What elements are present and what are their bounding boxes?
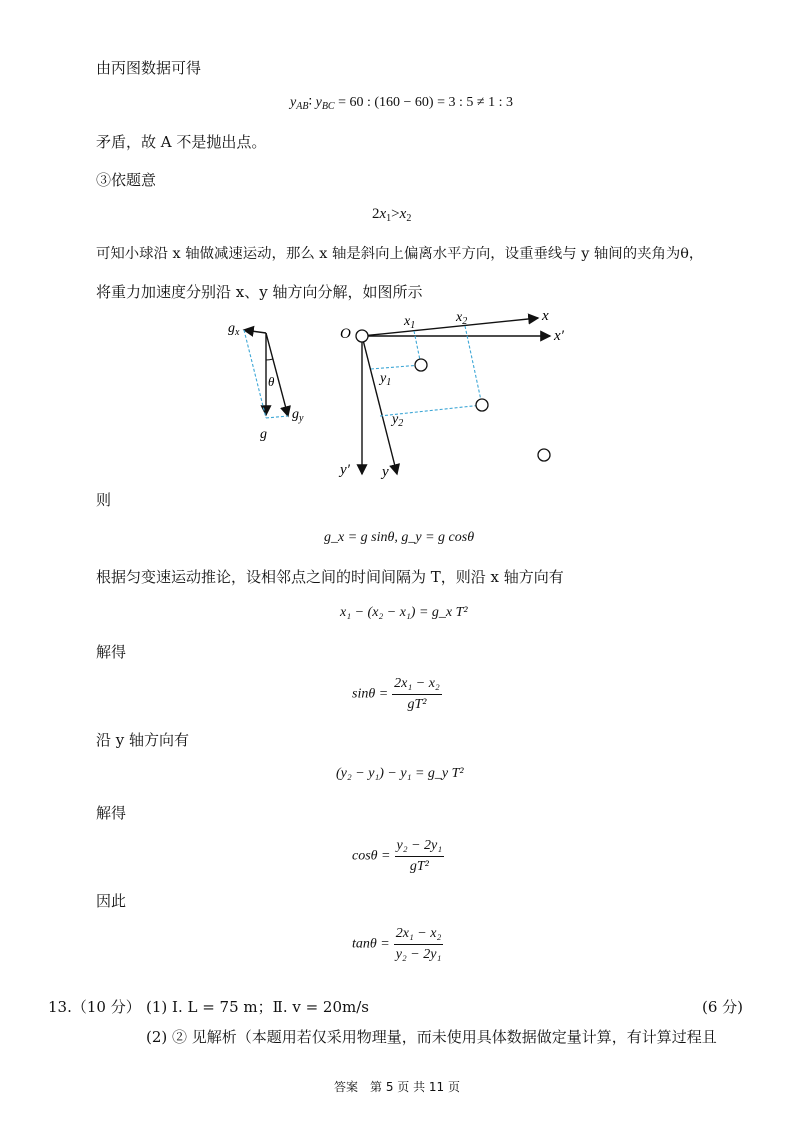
text-line: ③依题意 xyxy=(96,171,157,189)
answer-part-2: (2) ② 见解析（本题用若仅采用物理量，而未使用具体数据做定量计算，有计算过程且 xyxy=(146,1028,717,1046)
y-axis-label: y xyxy=(382,464,389,480)
score-label: (6 分) xyxy=(702,998,744,1016)
gx-label: $g_x$ xyxy=(228,321,240,338)
x2-label: $x_2$ xyxy=(456,310,468,327)
dashed-projection xyxy=(266,416,288,418)
equation-cos-theta: cosθ = $\frac{\text{y₂ − 2y₁}}{\text{gT²}}$ xyxy=(352,838,443,874)
equation-sin-theta: sinθ = $\frac{\text{2x₁ − x₂}}{\text{gT²}}$ xyxy=(352,676,440,712)
ball-position-1 xyxy=(415,359,427,371)
ball-position-2 xyxy=(476,399,488,411)
text-line: 矛盾，故 A 不是抛出点。 xyxy=(96,133,267,151)
ball-position-3 xyxy=(538,449,550,461)
equation-tan-theta: tanθ = $\frac{\text{2x₁ − x₂}}{\text{y₂ − 2y₁}}$ xyxy=(352,926,442,962)
g-label: g xyxy=(260,427,267,442)
equation-inequality: $2x_1>x_2$ xyxy=(372,206,412,224)
text-line: 解得 xyxy=(96,804,127,822)
text-line: 由丙图数据可得 xyxy=(96,59,202,77)
xprime-axis-label: x′ xyxy=(554,328,564,344)
origin-point xyxy=(356,330,368,342)
y-axis xyxy=(362,336,397,474)
left-vector-diagram xyxy=(228,321,304,442)
yprime-axis-label: y′ xyxy=(340,462,350,478)
theta-arc xyxy=(266,359,273,360)
text-line: 可知小球沿 x 轴做减速运动，那么 x 轴是斜向上偏离水平方向，设重垂线与 y 轴间的夹角为θ， xyxy=(96,246,704,262)
theta-label: θ xyxy=(268,374,275,389)
text-line: 则 xyxy=(96,491,112,509)
x-axis-label: x xyxy=(542,308,549,324)
dashed-projection xyxy=(244,330,266,418)
text-line: 将重力加速度分别沿 x、y 轴方向分解，如图所示 xyxy=(96,283,423,301)
origin-label: O xyxy=(340,326,351,342)
answer-part-1: (1) Ⅰ. L = 75 m；Ⅱ. v = 20m/s xyxy=(146,998,369,1016)
page-footer: 答案 第 5 页 共 11 页 xyxy=(334,1080,460,1094)
x1-label: $x_1$ xyxy=(404,314,416,331)
text-line: 沿 y 轴方向有 xyxy=(96,731,190,749)
gx-vector xyxy=(244,330,266,333)
equation-y-direction: (y₂ − y₁) − y₁ = g_y T² xyxy=(336,766,464,781)
equation-g-components: g_x = g sinθ, g_y = g cosθ xyxy=(324,530,475,545)
y1-label: $y_1$ xyxy=(380,371,392,388)
y2-label: $y_2$ xyxy=(392,412,404,429)
dashed-projection xyxy=(371,365,421,369)
gy-label: $g_y$ xyxy=(292,407,304,424)
x-axis xyxy=(362,318,538,336)
dashed-projection xyxy=(465,326,482,405)
equation-ratio: $y_{AB}∶$ $y_{BC} = 60$ : (160 − 60) = 3 : 5 ≠ 1 : 3 xyxy=(290,95,513,112)
gravity-decomposition-figure xyxy=(220,308,580,483)
equation-x-direction: x₁ − (x₂ − x₁) = g_x T² xyxy=(340,605,468,620)
text-line: 因此 xyxy=(96,892,127,910)
text-line: 解得 xyxy=(96,643,127,661)
right-coordinate-diagram xyxy=(338,308,565,480)
question-number: 13.（10 分） xyxy=(48,998,141,1016)
text-line: 根据匀变速运动推论，设相邻点之间的时间间隔为 T，则沿 x 轴方向有 xyxy=(96,568,564,586)
